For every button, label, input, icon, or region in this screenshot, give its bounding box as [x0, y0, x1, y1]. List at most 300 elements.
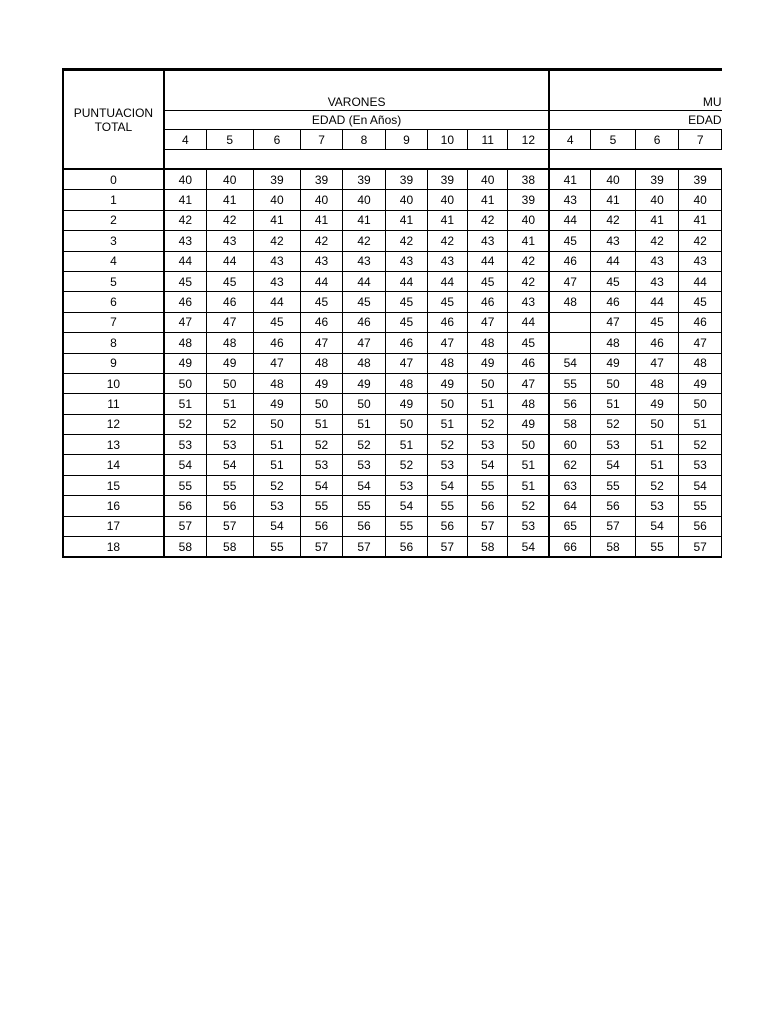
boys-value-cell: 43: [508, 292, 549, 312]
girls-value-cell: 55: [679, 496, 722, 516]
girls-value-cell: 53: [679, 455, 722, 475]
boys-value-cell: 55: [386, 516, 427, 536]
boys-value-cell: 56: [206, 496, 253, 516]
boys-value-cell: 52: [164, 414, 206, 434]
girls-value-cell: 54: [549, 353, 590, 373]
boys-value-cell: 43: [468, 231, 508, 251]
score-cell: 15: [63, 475, 164, 495]
girls-value-cell: 41: [591, 190, 636, 210]
boys-value-cell: 50: [164, 373, 206, 393]
girls-value-cell: 39: [679, 169, 722, 190]
boys-value-cell: 48: [164, 333, 206, 353]
table-row: [63, 292, 722, 312]
boys-value-cell: 44: [301, 271, 342, 291]
boys-value-cell: 40: [253, 190, 301, 210]
boys-value-cell: 57: [206, 516, 253, 536]
boys-value-cell: 45: [386, 312, 427, 332]
boys-value-cell: 45: [253, 312, 301, 332]
boys-value-cell: 52: [253, 475, 301, 495]
boys-value-cell: 48: [342, 353, 386, 373]
boys-value-cell: 52: [206, 414, 253, 434]
girls-value-cell: 58: [549, 414, 590, 434]
boys-value-cell: 42: [342, 231, 386, 251]
table-row: [63, 516, 722, 536]
girls-value-cell: 52: [635, 475, 679, 495]
boys-value-cell: 53: [427, 455, 467, 475]
boys-value-cell: 47: [164, 312, 206, 332]
girls-value-cell: [549, 333, 590, 353]
boys-value-cell: 40: [508, 210, 549, 230]
boys-value-cell: 41: [253, 210, 301, 230]
score-column-header: [63, 70, 164, 170]
boys-value-cell: 44: [427, 271, 467, 291]
age-header-boys: 5: [206, 130, 253, 150]
boys-value-cell: 43: [301, 251, 342, 271]
girls-value-cell: 46: [549, 251, 590, 271]
boys-value-cell: 56: [301, 516, 342, 536]
boys-value-cell: 49: [206, 353, 253, 373]
boys-value-cell: 55: [342, 496, 386, 516]
boys-value-cell: 53: [468, 435, 508, 455]
age-header-boys: 4: [164, 130, 206, 150]
boys-value-cell: 50: [253, 414, 301, 434]
score-cell: 13: [63, 435, 164, 455]
girls-value-cell: 45: [635, 312, 679, 332]
boys-value-cell: 56: [164, 496, 206, 516]
boys-value-cell: 52: [468, 414, 508, 434]
boys-value-cell: 45: [342, 292, 386, 312]
boys-value-cell: 54: [164, 455, 206, 475]
girls-value-cell: 49: [635, 394, 679, 414]
age-label-girls: EDAD: [549, 111, 721, 130]
girls-value-cell: 42: [635, 231, 679, 251]
boys-value-cell: 54: [342, 475, 386, 495]
girls-value-cell: 58: [591, 537, 636, 558]
girls-value-cell: 55: [549, 373, 590, 393]
header-spacer-girls: [549, 150, 721, 170]
boys-value-cell: 42: [508, 251, 549, 271]
boys-value-cell: 40: [164, 169, 206, 190]
score-cell: 16: [63, 496, 164, 516]
girls-value-cell: 57: [679, 537, 722, 558]
boys-value-cell: 55: [468, 475, 508, 495]
girls-value-cell: 51: [635, 435, 679, 455]
boys-value-cell: 56: [427, 516, 467, 536]
boys-value-cell: 50: [468, 373, 508, 393]
boys-value-cell: 56: [468, 496, 508, 516]
boys-value-cell: 50: [427, 394, 467, 414]
boys-value-cell: 48: [206, 333, 253, 353]
girls-value-cell: 51: [679, 414, 722, 434]
girls-value-cell: 50: [591, 373, 636, 393]
boys-value-cell: 44: [164, 251, 206, 271]
score-cell: 5: [63, 271, 164, 291]
boys-value-cell: 38: [508, 169, 549, 190]
boys-value-cell: 55: [253, 537, 301, 558]
boys-value-cell: 40: [386, 190, 427, 210]
girls-value-cell: 44: [635, 292, 679, 312]
boys-value-cell: 46: [508, 353, 549, 373]
age-header-girls: 4: [549, 130, 590, 150]
boys-value-cell: 50: [386, 414, 427, 434]
girls-value-cell: 48: [549, 292, 590, 312]
boys-value-cell: 49: [386, 394, 427, 414]
boys-value-cell: 58: [164, 537, 206, 558]
boys-value-cell: 57: [164, 516, 206, 536]
boys-value-cell: 41: [301, 210, 342, 230]
score-label-line2: TOTAL: [94, 119, 133, 134]
age-header-boys: 12: [508, 130, 549, 150]
boys-value-cell: 53: [253, 496, 301, 516]
boys-value-cell: 44: [468, 251, 508, 271]
boys-value-cell: 44: [253, 292, 301, 312]
score-cell: 9: [63, 353, 164, 373]
boys-value-cell: 40: [468, 169, 508, 190]
boys-value-cell: 51: [253, 455, 301, 475]
boys-value-cell: 48: [508, 394, 549, 414]
boys-value-cell: 49: [301, 373, 342, 393]
boys-value-cell: 48: [427, 353, 467, 373]
boys-value-cell: 45: [164, 271, 206, 291]
boys-value-cell: 56: [386, 537, 427, 558]
boys-value-cell: 55: [206, 475, 253, 495]
girls-value-cell: 45: [591, 271, 636, 291]
girls-value-cell: 43: [549, 190, 590, 210]
boys-value-cell: 40: [301, 190, 342, 210]
boys-value-cell: 51: [386, 435, 427, 455]
score-cell: 11: [63, 394, 164, 414]
boys-value-cell: 51: [206, 394, 253, 414]
boys-value-cell: 50: [508, 435, 549, 455]
table-row: [63, 373, 722, 393]
score-label-line1: PUNTUACION: [73, 105, 154, 120]
score-cell: 18: [63, 537, 164, 558]
boys-value-cell: 57: [342, 537, 386, 558]
girls-value-cell: 62: [549, 455, 590, 475]
girls-value-cell: 64: [549, 496, 590, 516]
girls-value-cell: 63: [549, 475, 590, 495]
boys-value-cell: 44: [386, 271, 427, 291]
table-row: [63, 251, 722, 271]
girls-value-cell: 42: [591, 210, 636, 230]
boys-value-cell: 52: [301, 435, 342, 455]
girls-value-cell: 56: [549, 394, 590, 414]
boys-value-cell: 46: [206, 292, 253, 312]
boys-value-cell: 54: [468, 455, 508, 475]
boys-value-cell: 43: [253, 271, 301, 291]
boys-value-cell: 48: [301, 353, 342, 373]
score-cell: 4: [63, 251, 164, 271]
group-header-girls: MU: [549, 70, 721, 111]
girls-value-cell: 40: [635, 190, 679, 210]
girls-value-cell: 45: [679, 292, 722, 312]
girls-value-cell: 43: [591, 231, 636, 251]
boys-value-cell: 46: [468, 292, 508, 312]
girls-value-cell: 47: [679, 333, 722, 353]
boys-value-cell: 54: [253, 516, 301, 536]
age-label-boys: EDAD (En Años): [164, 111, 549, 130]
girls-value-cell: 43: [679, 251, 722, 271]
boys-value-cell: 41: [427, 210, 467, 230]
group-header-boys: VARONES: [164, 70, 549, 111]
age-header-boys: 11: [468, 130, 508, 150]
girls-value-cell: 56: [679, 516, 722, 536]
score-cell: 3: [63, 231, 164, 251]
boys-value-cell: 55: [301, 496, 342, 516]
boys-value-cell: 51: [301, 414, 342, 434]
girls-value-cell: 47: [549, 271, 590, 291]
girls-value-cell: 46: [591, 292, 636, 312]
boys-value-cell: 47: [342, 333, 386, 353]
score-cell: 17: [63, 516, 164, 536]
girls-value-cell: 57: [591, 516, 636, 536]
boys-value-cell: 51: [508, 455, 549, 475]
boys-value-cell: 54: [508, 537, 549, 558]
score-cell: 7: [63, 312, 164, 332]
boys-value-cell: 43: [386, 251, 427, 271]
boys-value-cell: 52: [508, 496, 549, 516]
table-row: [63, 353, 722, 373]
score-cell: 2: [63, 210, 164, 230]
girls-value-cell: 53: [635, 496, 679, 516]
boys-value-cell: 51: [253, 435, 301, 455]
boys-value-cell: 48: [253, 373, 301, 393]
boys-value-cell: 49: [253, 394, 301, 414]
girls-value-cell: 49: [591, 353, 636, 373]
score-cell: 12: [63, 414, 164, 434]
girls-value-cell: 48: [679, 353, 722, 373]
boys-value-cell: 39: [301, 169, 342, 190]
age-header-girls: 5: [591, 130, 636, 150]
girls-value-cell: 43: [635, 251, 679, 271]
boys-value-cell: 47: [468, 312, 508, 332]
girls-value-cell: 43: [635, 271, 679, 291]
boys-value-cell: 46: [342, 312, 386, 332]
boys-value-cell: 46: [164, 292, 206, 312]
boys-value-cell: 58: [206, 537, 253, 558]
boys-value-cell: 46: [253, 333, 301, 353]
girls-value-cell: 54: [591, 455, 636, 475]
boys-value-cell: 47: [253, 353, 301, 373]
boys-value-cell: 53: [206, 435, 253, 455]
boys-value-cell: 57: [301, 537, 342, 558]
boys-value-cell: 45: [427, 292, 467, 312]
boys-value-cell: 51: [164, 394, 206, 414]
age-header-boys: 10: [427, 130, 467, 150]
score-cell: 1: [63, 190, 164, 210]
girls-value-cell: 66: [549, 537, 590, 558]
boys-value-cell: 51: [342, 414, 386, 434]
girls-value-cell: 48: [635, 373, 679, 393]
girls-value-cell: 41: [549, 169, 590, 190]
boys-value-cell: 52: [427, 435, 467, 455]
girls-value-cell: 39: [635, 169, 679, 190]
boys-value-cell: 42: [468, 210, 508, 230]
boys-value-cell: 40: [342, 190, 386, 210]
boys-value-cell: 47: [386, 353, 427, 373]
boys-value-cell: 53: [301, 455, 342, 475]
boys-value-cell: 51: [508, 475, 549, 495]
boys-value-cell: 46: [301, 312, 342, 332]
boys-value-cell: 45: [468, 271, 508, 291]
girls-value-cell: 56: [591, 496, 636, 516]
age-header-girls: 7: [679, 130, 722, 150]
table-row: [63, 231, 722, 251]
girls-value-cell: 54: [679, 475, 722, 495]
boys-value-cell: 49: [427, 373, 467, 393]
boys-value-cell: 43: [164, 231, 206, 251]
boys-value-cell: 53: [164, 435, 206, 455]
data-table: [62, 68, 722, 558]
girls-value-cell: 47: [591, 312, 636, 332]
boys-value-cell: 42: [164, 210, 206, 230]
boys-value-cell: 45: [301, 292, 342, 312]
boys-value-cell: 46: [386, 333, 427, 353]
boys-value-cell: 52: [386, 455, 427, 475]
age-header-boys: 8: [342, 130, 386, 150]
boys-value-cell: 41: [206, 190, 253, 210]
girls-value-cell: 46: [635, 333, 679, 353]
boys-value-cell: 42: [508, 271, 549, 291]
girls-value-cell: 44: [679, 271, 722, 291]
boys-value-cell: 42: [386, 231, 427, 251]
boys-value-cell: 43: [253, 251, 301, 271]
boys-value-cell: 49: [342, 373, 386, 393]
table-row: [63, 537, 722, 558]
girls-value-cell: 40: [679, 190, 722, 210]
age-header-boys: 9: [386, 130, 427, 150]
boys-value-cell: 50: [342, 394, 386, 414]
boys-value-cell: 50: [301, 394, 342, 414]
boys-value-cell: 39: [253, 169, 301, 190]
table-row: [63, 475, 722, 495]
boys-value-cell: 41: [164, 190, 206, 210]
boys-value-cell: 52: [342, 435, 386, 455]
table-row: [63, 455, 722, 475]
table-row: [63, 312, 722, 332]
boys-value-cell: 45: [206, 271, 253, 291]
girls-value-cell: 52: [679, 435, 722, 455]
girls-value-cell: 47: [635, 353, 679, 373]
boys-value-cell: 55: [427, 496, 467, 516]
boys-value-cell: 42: [427, 231, 467, 251]
table-row: [63, 435, 722, 455]
boys-value-cell: 56: [342, 516, 386, 536]
girls-value-cell: 52: [591, 414, 636, 434]
score-cell: 14: [63, 455, 164, 475]
boys-value-cell: 45: [508, 333, 549, 353]
boys-value-cell: 42: [206, 210, 253, 230]
boys-value-cell: 47: [427, 333, 467, 353]
score-cell: 8: [63, 333, 164, 353]
boys-value-cell: 54: [386, 496, 427, 516]
girls-value-cell: 53: [591, 435, 636, 455]
boys-value-cell: 41: [508, 231, 549, 251]
score-cell: 0: [63, 169, 164, 190]
table-row: [63, 496, 722, 516]
boys-value-cell: 57: [427, 537, 467, 558]
boys-value-cell: 47: [508, 373, 549, 393]
girls-value-cell: 55: [635, 537, 679, 558]
score-conversion-table: [62, 68, 722, 554]
boys-value-cell: 49: [164, 353, 206, 373]
boys-value-cell: 48: [386, 373, 427, 393]
girls-value-cell: 42: [679, 231, 722, 251]
boys-value-cell: 44: [508, 312, 549, 332]
table-row: [63, 394, 722, 414]
boys-value-cell: 43: [342, 251, 386, 271]
boys-value-cell: 44: [342, 271, 386, 291]
boys-value-cell: 41: [386, 210, 427, 230]
score-cell: 10: [63, 373, 164, 393]
boys-value-cell: 43: [206, 231, 253, 251]
girls-value-cell: 41: [679, 210, 722, 230]
boys-value-cell: 57: [468, 516, 508, 536]
score-cell: 6: [63, 292, 164, 312]
boys-value-cell: 41: [468, 190, 508, 210]
table-row: [63, 169, 722, 190]
girls-value-cell: 48: [591, 333, 636, 353]
boys-value-cell: 55: [164, 475, 206, 495]
girls-value-cell: 44: [549, 210, 590, 230]
table-row: [63, 210, 722, 230]
girls-value-cell: 41: [635, 210, 679, 230]
boys-value-cell: 53: [508, 516, 549, 536]
girls-value-cell: 49: [679, 373, 722, 393]
table-row: [63, 414, 722, 434]
boys-value-cell: 43: [427, 251, 467, 271]
girls-value-cell: 40: [591, 169, 636, 190]
boys-value-cell: 51: [468, 394, 508, 414]
boys-value-cell: 50: [206, 373, 253, 393]
boys-value-cell: 39: [342, 169, 386, 190]
header-spacer-boys: [164, 150, 549, 170]
girls-value-cell: 55: [591, 475, 636, 495]
boys-value-cell: 47: [206, 312, 253, 332]
boys-value-cell: 44: [206, 251, 253, 271]
boys-value-cell: 40: [206, 169, 253, 190]
boys-value-cell: 51: [427, 414, 467, 434]
age-header-boys: 7: [301, 130, 342, 150]
table-row: [63, 190, 722, 210]
girls-value-cell: 51: [591, 394, 636, 414]
boys-value-cell: 40: [427, 190, 467, 210]
boys-value-cell: 58: [468, 537, 508, 558]
boys-value-cell: 54: [301, 475, 342, 495]
boys-value-cell: 45: [386, 292, 427, 312]
boys-value-cell: 46: [427, 312, 467, 332]
boys-value-cell: 39: [386, 169, 427, 190]
boys-value-cell: 49: [468, 353, 508, 373]
boys-value-cell: 42: [301, 231, 342, 251]
table-row: [63, 333, 722, 353]
girls-value-cell: 54: [635, 516, 679, 536]
boys-value-cell: 49: [508, 414, 549, 434]
boys-value-cell: 54: [206, 455, 253, 475]
boys-value-cell: 48: [468, 333, 508, 353]
boys-value-cell: 53: [386, 475, 427, 495]
age-header-girls: 6: [635, 130, 679, 150]
age-header-boys: 6: [253, 130, 301, 150]
girls-value-cell: 51: [635, 455, 679, 475]
girls-value-cell: 44: [591, 251, 636, 271]
girls-value-cell: 50: [679, 394, 722, 414]
boys-value-cell: 54: [427, 475, 467, 495]
boys-value-cell: 39: [508, 190, 549, 210]
girls-value-cell: [549, 312, 590, 332]
boys-value-cell: 53: [342, 455, 386, 475]
girls-value-cell: 65: [549, 516, 590, 536]
